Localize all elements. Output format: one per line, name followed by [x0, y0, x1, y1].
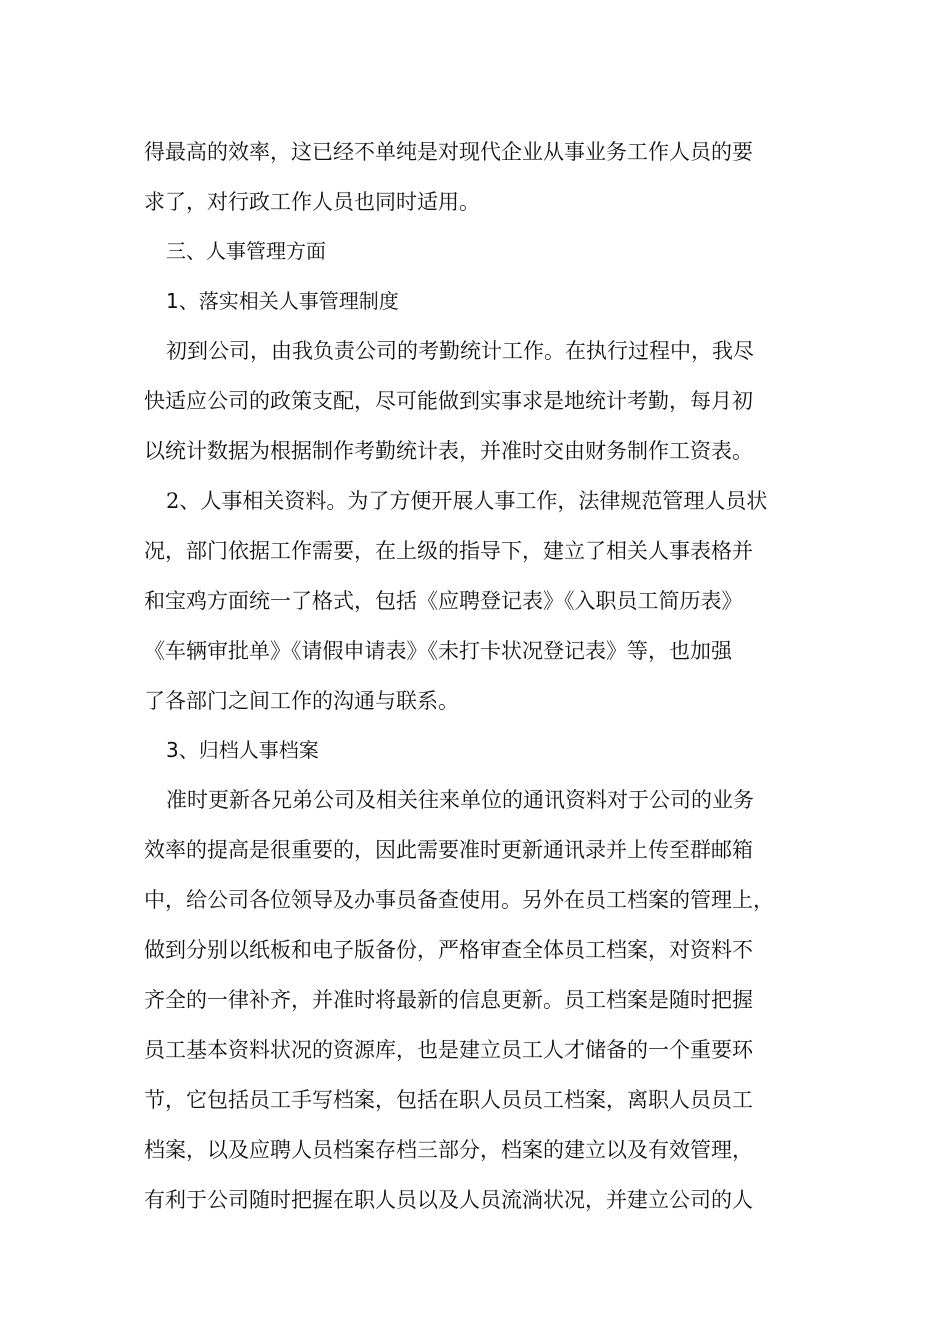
paragraph-line: 了各部门之间工作的沟通与联系。	[144, 689, 459, 713]
paragraph-line: 2、人事相关资料。为了方便开展人事工作，法律规范管理人员状	[166, 489, 768, 513]
paragraph-line: 准时更新各兄弟公司及相关往来单位的通讯资料对于公司的业务	[166, 788, 754, 812]
paragraph-line: 档案，以及应聘人员档案存档三部分，档案的建立以及有效管理，	[144, 1138, 753, 1162]
paragraph-line: 以统计数据为根据制作考勤统计表，并准时交由财务制作工资表。	[144, 439, 753, 463]
section-heading: 三、人事管理方面	[166, 239, 326, 263]
paragraph-line: 做到分别以纸板和电子版备份，严格审查全体员工档案，对资料不	[144, 938, 753, 962]
paragraph-line: 求了，对行政工作人员也同时适用。	[144, 190, 480, 214]
subsection-heading: 1、落实相关人事管理制度	[166, 289, 399, 313]
paragraph-line: 得最高的效率，这已经不单纯是对现代企业从事业务工作人员的要	[144, 140, 753, 164]
paragraph-line: 效率的提高是很重要的，因此需要准时更新通讯录并上传至群邮箱	[144, 838, 753, 862]
paragraph-line: 中，给公司各位领导及办事员备查使用。另外在员工档案的管理上，	[144, 888, 774, 912]
paragraph-line: 员工基本资料状况的资源库，也是建立员工人才储备的一个重要环	[144, 1038, 753, 1062]
paragraph-line: 有利于公司随时把握在职人员以及人员流淌状况，并建立公司的人	[144, 1188, 753, 1212]
paragraph-line: 《车辆审批单》《请假申请表》《未打卡状况登记表》等，也加强	[144, 639, 732, 663]
paragraph-line: 初到公司，由我负责公司的考勤统计工作。在执行过程中，我尽	[166, 339, 754, 363]
paragraph-line: 况，部门依据工作需要，在上级的指导下，建立了相关人事表格并	[144, 539, 753, 563]
paragraph-line: 节，它包括员工手写档案，包括在职人员员工档案，离职人员员工	[144, 1088, 753, 1112]
subsection-heading: 3、归档人事档案	[166, 738, 319, 762]
paragraph-line: 齐全的一律补齐，并准时将最新的信息更新。员工档案是随时把握	[144, 988, 753, 1012]
paragraph-line: 快适应公司的政策支配，尽可能做到实事求是地统计考勤，每月初	[144, 389, 753, 413]
paragraph-line: 和宝鸡方面统一了格式，包括《应聘登记表》《入职员工简历表》	[144, 589, 743, 613]
